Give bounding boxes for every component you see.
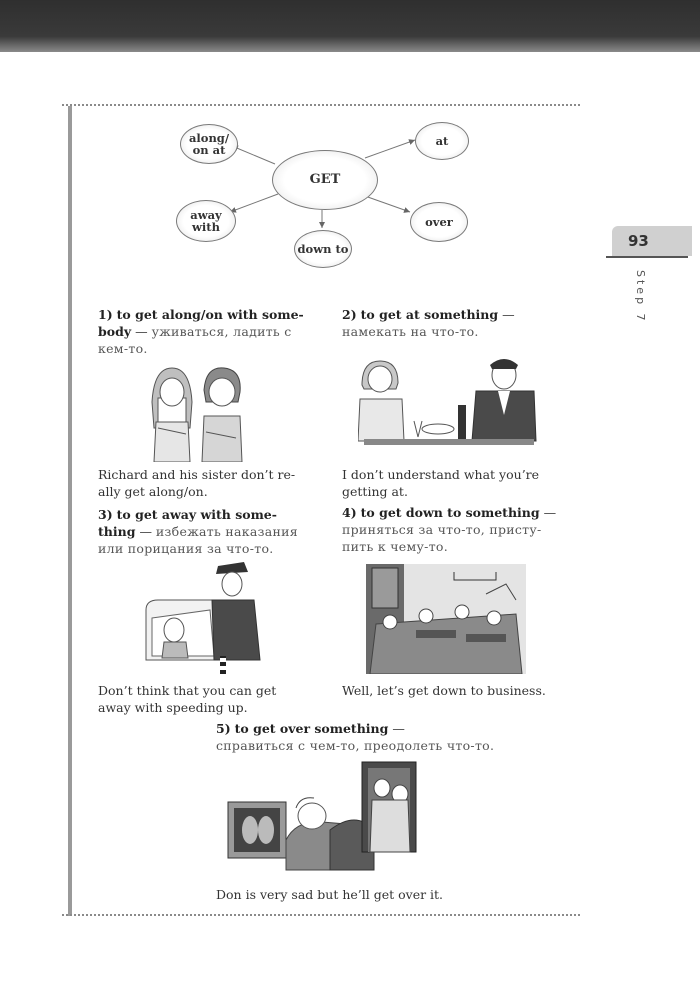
item-2-translation: намекать на что-то. (342, 324, 479, 339)
diagram-node-at: at (415, 122, 469, 160)
illustration-sad-man (226, 760, 418, 878)
classroom-drawing (366, 564, 526, 674)
left-margin-line (68, 106, 72, 916)
item-3-translation: избежать наказания или порицания за что-то. (98, 524, 298, 556)
diagram-node-away: away with (176, 200, 236, 242)
item-3-sep: — (139, 524, 152, 539)
item-3-definition (98, 506, 310, 557)
diagram-node-down: down to (294, 230, 352, 268)
item-1-sep: — (135, 324, 148, 339)
diagram-node-along: along/ on at (180, 124, 238, 164)
item-1-translation: уживаться, ладить с кем-то. (98, 324, 292, 356)
illustration-dinner (358, 355, 538, 453)
item-4-num: 4) (342, 505, 357, 520)
item-4-phrase: to get down to something (360, 505, 540, 520)
dotted-bottom-border (62, 914, 580, 916)
item-2-num: 2) (342, 307, 357, 322)
scan-top-border (0, 0, 700, 52)
section-label (625, 270, 665, 330)
illustration-siblings (146, 362, 248, 462)
item-5-translation: справиться с чем-то, преодолеть что-то. (216, 738, 495, 753)
item-1-example: Richard and his sister don’t re- ally get along/on. (98, 467, 296, 499)
item-1-phrase: to get along/on with some- body (98, 307, 304, 339)
item-1-num: 1) (98, 307, 113, 322)
item-2-phrase: to get at something (360, 307, 499, 322)
page-number: 93 (628, 232, 649, 250)
arrow-to-away (230, 194, 278, 212)
get-phrasal-diagram (170, 112, 490, 272)
page-number-rule (606, 256, 688, 258)
item-2-sep: — (502, 307, 515, 322)
item-5-sep: — (392, 721, 405, 736)
illustration-classroom (366, 564, 526, 674)
item-3-num: 3) (98, 507, 113, 522)
item-3-example: Don’t think that you can get away with speeding up. (98, 683, 277, 715)
arrow-to-along (232, 146, 275, 164)
policeman-drawing (144, 560, 264, 676)
item-5-definition (216, 720, 496, 754)
diagram-node-over: over (410, 202, 468, 242)
arrow-to-at (365, 140, 415, 158)
item-2-example: I don’t understand what you’re getting at. (342, 467, 540, 499)
dinner-drawing (358, 355, 538, 453)
item-3-phrase: to get away with some- thing (98, 507, 277, 539)
item-5-num: 5) (216, 721, 231, 736)
sad-man-drawing (226, 760, 418, 878)
item-1-definition (98, 306, 310, 357)
siblings-drawing (146, 362, 248, 462)
diagram-center-get: GET (272, 150, 378, 210)
section-label-text: Step 7 (634, 270, 647, 324)
page-number-tab (612, 226, 692, 256)
item-4-sep: — (543, 505, 557, 520)
item-4-example: Well, let’s get down to business. (342, 683, 546, 698)
illustration-policeman (144, 560, 264, 676)
dotted-top-border (62, 104, 580, 106)
arrow-to-over (365, 196, 410, 212)
item-5-example: Don is very sad but he’ll get over it. (216, 887, 444, 902)
item-5-phrase: to get over something (234, 721, 389, 736)
item-2-definition (342, 306, 554, 340)
item-4-translation: приняться за что-то, присту- пить к чему-то. (342, 522, 542, 554)
item-4-definition (342, 504, 557, 555)
